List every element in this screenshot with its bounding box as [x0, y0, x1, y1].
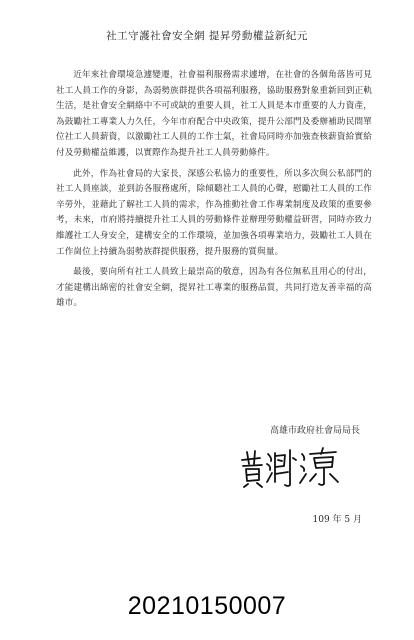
paragraph-3: 最後，要向所有社工人員致上最崇高的敬意，因為有各位無私且用心的付出，才能建構出綿密的社會安全網，提昇社工專業的服務品質，共同打造友善幸福的高雄市。 [56, 267, 372, 309]
paragraph-2: 此外，作為社會局的大家長，深感公私協力的重要性，所以多次與公私部門的社工人員座談，並到訪各服務處所，除傾聽社工人員的心聲，慰勵社工人員的工作辛勞外，並藉此了解社工人員的需求，作為推動社會工作專業制度及政策的重要參考，未來，市府將持續提升社工人員的勞動條件並辦理勞動權益研習，同時亦致力維護社工人身安全，建構安全的工作環境，並加強各項專業培力，鼓勵社工人員在工作崗位上持續為弱勢族群提供服務，提升服務的質與量。 [56, 168, 372, 257]
document-body [56, 68, 372, 317]
document-number: 20210150007 [127, 592, 287, 620]
signatory-title: 高雄市政府社會局局長 [269, 426, 360, 436]
paragraph-1: 近年來社會環境急遽變遷，社會福利服務需求遽增，在社會的各個角落皆可見社工人員工作的身影，為弱勢族群提供各項福利服務，協助服務對象重新回到正軌生活，是社會安全網絡中不可或缺的重要人員，社工人員是本市重要的人力資產，為鼓勵社工專業人力久任，今年市府配合中央政策，提升公部門及委辦補助民間單位社工人員薪資，以激勵社工人員的工作士氣，社會局同時亦加強查核薪資給實給付及勞動權益維護，以實際作為提升社工人員勞動條件。 [56, 70, 372, 158]
document-date: 109 年 5 月 [312, 515, 362, 525]
handwritten-signature [238, 444, 342, 488]
document-title: 社工守護社會安全網 提昇勞動權益新紀元 [106, 30, 308, 42]
